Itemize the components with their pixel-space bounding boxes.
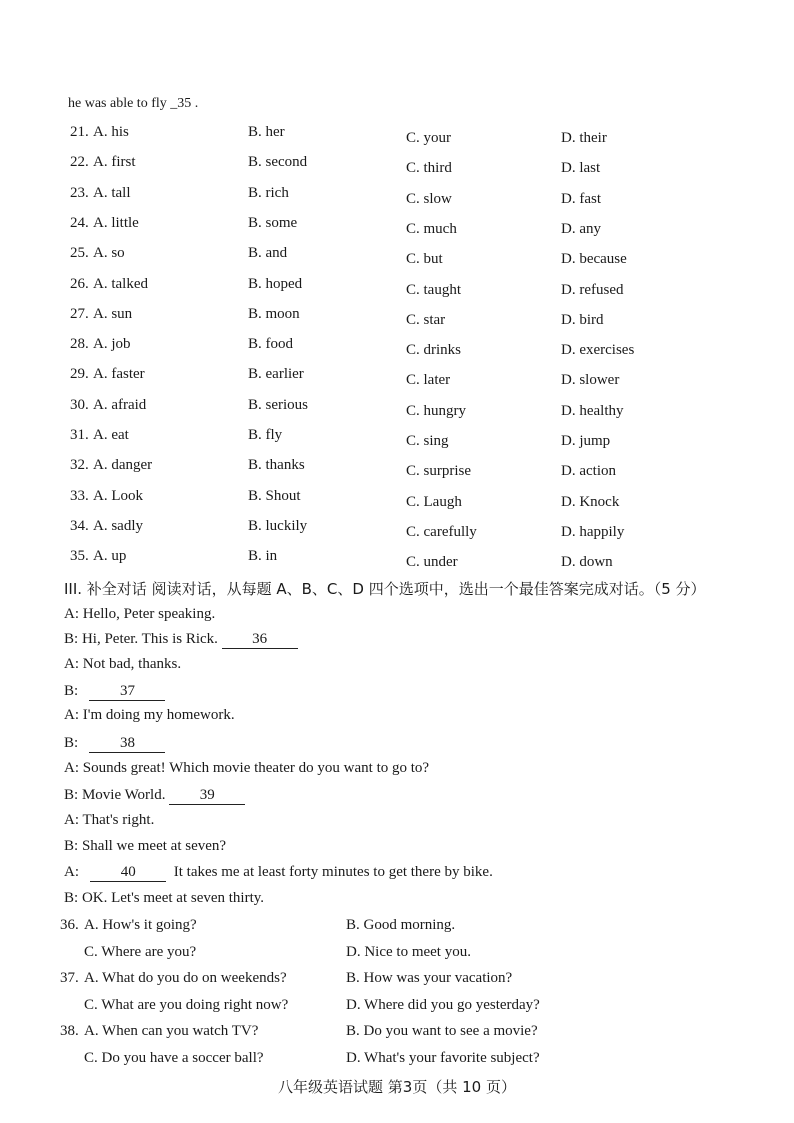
dialogue-line: [64, 760, 429, 777]
option-a: A. When can you watch TV?: [84, 1023, 259, 1039]
option-b: B. second: [248, 154, 308, 171]
option-d: D. Where did you go yesterday?: [346, 997, 540, 1013]
question-number: 37.: [60, 970, 79, 986]
option-c: C. slow: [406, 190, 452, 207]
dialogue-text: I'm doing my homework.: [82, 707, 235, 723]
option-d: D. slower: [561, 372, 620, 389]
option-c: C. What are you doing right now?: [84, 997, 289, 1013]
page-footer: 八年级英语试题 第3页（共 10 页）: [278, 1078, 516, 1096]
top-line: he was able to fly _35 .: [68, 96, 199, 111]
option-c: C. Do you have a soccer ball?: [84, 1050, 264, 1066]
option-c: C. much: [406, 220, 457, 237]
dialogue-text: Hi, Peter. This is Rick.: [81, 631, 218, 647]
question-number: 32.: [70, 457, 89, 474]
dialogue-text: That's right.: [82, 812, 155, 828]
option-b: B. food: [248, 336, 293, 353]
dialogue-text: Movie World.: [81, 787, 166, 803]
option-d: D. last: [561, 160, 601, 177]
dialogue-line: [64, 606, 215, 623]
dialogue-text: Not bad, thanks.: [82, 656, 182, 672]
option-b: B. some: [248, 214, 298, 231]
option-d: D. any: [561, 220, 601, 237]
option-d: D. refused: [561, 281, 624, 298]
option-b: B. How was your vacation?: [346, 970, 513, 986]
option-a: A. eat: [93, 427, 129, 443]
speaker-label: B:: [64, 735, 79, 751]
option-c: C. sing: [406, 433, 449, 449]
option-b: B. Good morning.: [346, 917, 456, 933]
option-d: D. because: [561, 251, 627, 268]
question-number: 25.: [70, 245, 89, 262]
speaker-label: B:: [64, 890, 79, 906]
option-d: D. healthy: [561, 402, 624, 419]
dialogue-text: Sounds great! Which movie theater do you want to go to?: [82, 760, 430, 776]
option-d: D. fast: [561, 190, 601, 207]
option-d: D. Knock: [561, 493, 620, 510]
dialogue-text: It takes me at least forty minutes to get there by bike.: [173, 864, 493, 880]
question-number: 30.: [70, 396, 89, 413]
option-b: B. and: [248, 245, 288, 262]
option-c: C. drinks: [406, 342, 462, 359]
option-a: A. Look: [93, 487, 143, 504]
question-number: 34.: [70, 517, 89, 534]
speaker-label: A:: [64, 656, 79, 672]
question-number: 35.: [70, 548, 89, 565]
question-number: 36.: [60, 917, 79, 933]
answer-blank: 37: [89, 683, 165, 701]
option-c: C. Laugh: [406, 493, 462, 510]
option-a: A. faster: [93, 366, 145, 383]
dialogue-line: [64, 890, 264, 907]
dialogue-text: Hello, Peter speaking.: [82, 606, 216, 622]
option-b: B. thanks: [248, 457, 305, 474]
section-3-heading: III. 补全对话 阅读对话，从每题 A、B、C、D 四个选项中，选出一个最佳答案完成对话。（5 分）: [64, 580, 706, 598]
question-number: 29.: [70, 366, 89, 383]
option-c: C. surprise: [406, 463, 471, 480]
option-c: C. under: [406, 554, 458, 571]
speaker-label: A:: [64, 864, 79, 880]
option-b: B. luckily: [248, 517, 308, 534]
option-a: A. How's it going?: [84, 917, 197, 933]
option-d: D. their: [561, 130, 607, 146]
speaker-label: B:: [64, 631, 79, 647]
answer-blank: 39: [169, 787, 245, 805]
question-number: 22.: [70, 154, 89, 171]
option-a: A. What do you do on weekends?: [84, 970, 287, 986]
option-b: B. in: [248, 548, 278, 565]
option-c: C. third: [406, 160, 452, 177]
option-b: B. her: [248, 124, 285, 140]
option-a: A. sadly: [93, 517, 143, 534]
option-c: C. hungry: [406, 402, 466, 419]
option-b: B. Do you want to see a movie?: [346, 1023, 538, 1039]
dialogue-line: [64, 735, 165, 753]
speaker-label: A:: [64, 760, 79, 776]
option-c: C. Where are you?: [84, 944, 197, 960]
option-d: D. Nice to meet you.: [346, 944, 471, 960]
speaker-label: B:: [64, 838, 79, 854]
option-d: D. down: [561, 554, 613, 571]
dialogue-line: [64, 683, 165, 701]
option-a: A. job: [93, 336, 131, 353]
question-number: 21.: [70, 124, 89, 140]
option-c: C. taught: [406, 281, 461, 298]
dialogue-line: [64, 812, 154, 829]
dialogue-line: [64, 838, 226, 855]
option-d: D. jump: [561, 433, 611, 449]
option-a: A. first: [93, 154, 136, 171]
dialogue-line: [64, 656, 181, 673]
dialogue-text: OK. Let's meet at seven thirty.: [81, 890, 265, 906]
question-number: 23.: [70, 184, 89, 201]
option-d: D. What's your favorite subject?: [346, 1050, 540, 1066]
answer-blank: 40: [90, 864, 166, 882]
option-d: D. bird: [561, 311, 604, 328]
speaker-label: A:: [64, 606, 79, 622]
option-c: C. later: [406, 372, 451, 389]
dialogue-line: [64, 787, 245, 805]
option-b: B. rich: [248, 184, 289, 201]
speaker-label: B:: [64, 787, 79, 803]
option-b: B. fly: [248, 427, 283, 443]
option-a: A. little: [93, 214, 139, 231]
option-d: D. exercises: [561, 342, 635, 359]
speaker-label: A:: [64, 812, 79, 828]
option-a: A. his: [93, 124, 129, 140]
option-a: A. sun: [93, 305, 133, 322]
option-a: A. so: [93, 245, 125, 262]
question-number: 38.: [60, 1023, 79, 1039]
option-b: B. moon: [248, 305, 300, 322]
option-d: D. action: [561, 463, 616, 480]
dialogue-text: Shall we meet at seven?: [81, 838, 227, 854]
option-a: A. tall: [93, 184, 131, 201]
answer-blank: 36: [222, 631, 298, 649]
question-number: 28.: [70, 336, 89, 353]
option-c: C. star: [406, 311, 446, 328]
option-c: C. your: [406, 130, 451, 146]
question-number: 24.: [70, 214, 89, 231]
option-a: A. danger: [93, 457, 153, 474]
answer-blank: 38: [89, 735, 165, 753]
option-a: A. up: [93, 548, 127, 565]
option-a: A. afraid: [93, 396, 147, 413]
option-c: C. carefully: [406, 523, 477, 540]
option-d: D. happily: [561, 523, 625, 540]
dialogue-line: [64, 864, 493, 882]
speaker-label: B:: [64, 683, 79, 699]
option-b: B. earlier: [248, 366, 304, 383]
question-number: 27.: [70, 305, 89, 322]
dialogue-line: [64, 707, 235, 724]
question-number: 26.: [70, 275, 89, 292]
speaker-label: A:: [64, 707, 79, 723]
dialogue-line: [64, 631, 298, 649]
option-b: B. serious: [248, 396, 308, 413]
option-b: B. Shout: [248, 487, 301, 504]
option-b: B. hoped: [248, 275, 303, 292]
option-a: A. talked: [93, 275, 148, 292]
question-number: 33.: [70, 487, 89, 504]
option-c: C. but: [406, 251, 443, 268]
question-number: 31.: [70, 427, 89, 443]
